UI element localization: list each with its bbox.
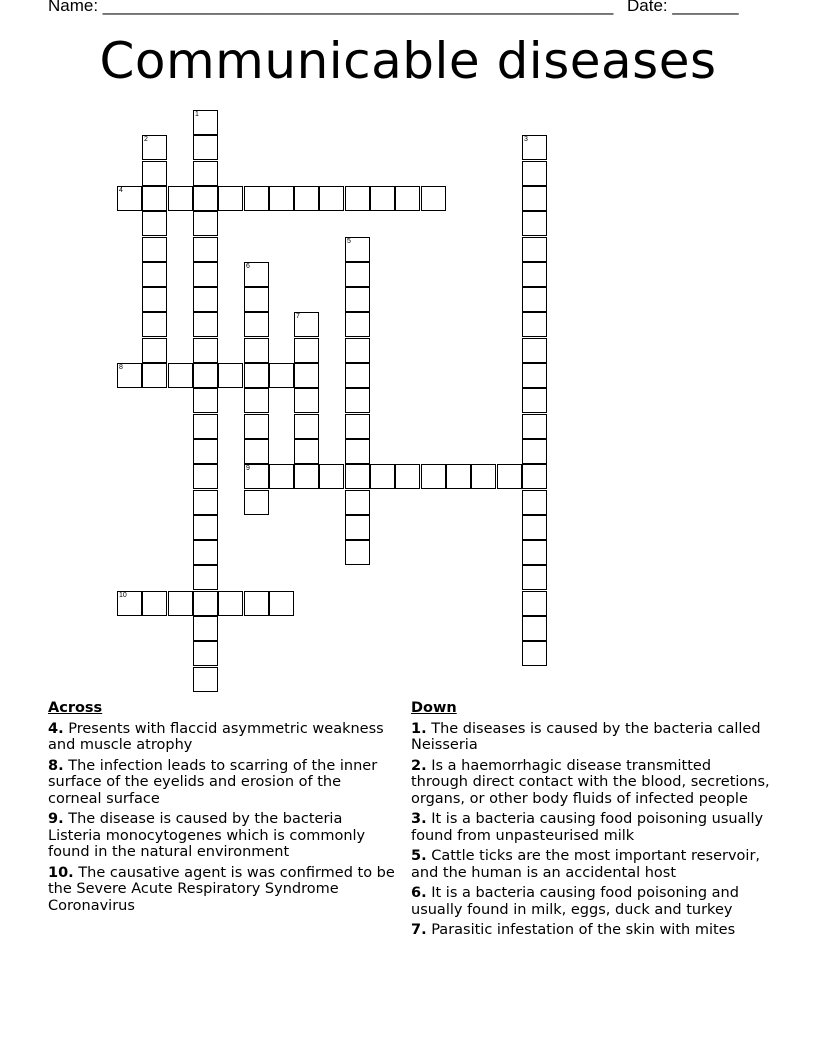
crossword-cell[interactable] [522, 490, 547, 515]
cell-number: 7 [296, 313, 300, 320]
clue-number: 8. [48, 757, 64, 774]
crossword-cell[interactable] [193, 312, 218, 337]
clue-down-6 [411, 885, 771, 918]
clue-text: The disease is caused by the bacteria Listeria monocytogenes which is commonly found in the natural environment [48, 811, 366, 860]
crossword-cell[interactable] [142, 211, 167, 236]
crossword-cell[interactable] [117, 591, 142, 616]
cell-number: 6 [246, 263, 250, 270]
clue-number: 4. [48, 720, 64, 737]
crossword-cell[interactable] [370, 186, 395, 211]
crossword-cell[interactable] [168, 591, 193, 616]
crossword-cell[interactable] [345, 490, 370, 515]
crossword-cell[interactable] [218, 363, 243, 388]
crossword-cell[interactable] [193, 338, 218, 363]
crossword-cell[interactable] [522, 312, 547, 337]
clue-across-9 [48, 811, 398, 861]
crossword-cell[interactable] [345, 237, 370, 262]
crossword-cell[interactable] [345, 287, 370, 312]
across-heading: Across [48, 700, 103, 716]
crossword-cell[interactable] [522, 186, 547, 211]
crossword-cell[interactable] [193, 565, 218, 590]
across-clues [48, 700, 398, 918]
clue-text: The diseases is caused by the bacteria called Neisseria [411, 720, 761, 753]
crossword-cell[interactable] [244, 388, 269, 413]
crossword-cell[interactable] [294, 388, 319, 413]
crossword-cell[interactable] [345, 515, 370, 540]
crossword-cell[interactable] [345, 262, 370, 287]
crossword-cell[interactable] [421, 464, 446, 489]
name-field-label: Name: ______________________________________________________ [48, 0, 614, 15]
crossword-cell[interactable] [522, 414, 547, 439]
crossword-cell[interactable] [193, 591, 218, 616]
crossword-cell[interactable] [193, 363, 218, 388]
crossword-cell[interactable] [117, 363, 142, 388]
crossword-cell[interactable] [244, 338, 269, 363]
crossword-cell[interactable] [244, 262, 269, 287]
crossword-cell[interactable] [522, 135, 547, 160]
clue-across-8 [48, 758, 398, 808]
crossword-cell[interactable] [522, 287, 547, 312]
crossword-cell[interactable] [244, 287, 269, 312]
crossword-cell[interactable] [193, 388, 218, 413]
crossword-cell[interactable] [345, 464, 370, 489]
crossword-cell[interactable] [193, 439, 218, 464]
crossword-cell[interactable] [244, 464, 269, 489]
crossword-cell[interactable] [218, 186, 243, 211]
crossword-cell[interactable] [446, 464, 471, 489]
crossword-cell[interactable] [193, 540, 218, 565]
down-heading: Down [411, 700, 457, 716]
crossword-cell[interactable] [193, 110, 218, 135]
crossword-cell[interactable] [269, 363, 294, 388]
crossword-cell[interactable] [294, 363, 319, 388]
crossword-cell[interactable] [193, 616, 218, 641]
crossword-cell[interactable] [395, 186, 420, 211]
clue-number: 2. [411, 757, 427, 774]
cell-number: 3 [524, 136, 528, 143]
crossword-cell[interactable] [244, 591, 269, 616]
crossword-cell[interactable] [193, 135, 218, 160]
crossword-cell[interactable] [370, 464, 395, 489]
crossword-cell[interactable] [497, 464, 522, 489]
crossword-cell[interactable] [522, 161, 547, 186]
cell-number: 1 [195, 111, 199, 118]
crossword-cell[interactable] [193, 464, 218, 489]
crossword-cell[interactable] [345, 186, 370, 211]
crossword-cell[interactable] [522, 565, 547, 590]
crossword-cell[interactable] [142, 161, 167, 186]
crossword-cell[interactable] [142, 312, 167, 337]
crossword-cell[interactable] [244, 490, 269, 515]
crossword-cell[interactable] [168, 186, 193, 211]
crossword-cell[interactable] [345, 414, 370, 439]
crossword-cell[interactable] [193, 186, 218, 211]
crossword-cell[interactable] [345, 338, 370, 363]
crossword-cell[interactable] [294, 338, 319, 363]
crossword-cell[interactable] [319, 186, 344, 211]
crossword-cell[interactable] [345, 363, 370, 388]
crossword-cell[interactable] [244, 363, 269, 388]
crossword-cell[interactable] [471, 464, 496, 489]
clue-down-7 [411, 922, 771, 939]
crossword-cell[interactable] [522, 211, 547, 236]
crossword-cell[interactable] [193, 161, 218, 186]
crossword-cell[interactable] [294, 464, 319, 489]
clue-number: 5. [411, 848, 427, 864]
clue-text: The infection leads to scarring of the inner surface of the eyelids and erosion of the corneal surface [48, 757, 378, 807]
page-title: Communicable diseases [99, 32, 717, 90]
crossword-cell[interactable] [294, 312, 319, 337]
down-clues [411, 700, 771, 943]
crossword-cell[interactable] [294, 439, 319, 464]
crossword-cell[interactable] [193, 490, 218, 515]
crossword-cell[interactable] [142, 287, 167, 312]
cell-number: 5 [347, 238, 351, 245]
crossword-cell[interactable] [294, 414, 319, 439]
clue-down-2 [411, 758, 771, 808]
crossword-cell[interactable] [193, 641, 218, 666]
crossword-cell[interactable] [244, 414, 269, 439]
crossword-cell[interactable] [117, 186, 142, 211]
cell-number: 10 [119, 592, 127, 599]
crossword-cell[interactable] [522, 464, 547, 489]
crossword-cell[interactable] [522, 591, 547, 616]
crossword-cell[interactable] [522, 388, 547, 413]
crossword-cell[interactable] [522, 641, 547, 666]
clue-text: Is a haemorrhagic disease transmitted through direct contact with the blood, secretions, organs, or other body fluids of infected people [411, 757, 770, 807]
clue-text: Cattle ticks are the most important reservoir, and the human is an accidental host [411, 848, 761, 881]
crossword-cell[interactable] [522, 262, 547, 287]
crossword-cell[interactable] [218, 591, 243, 616]
crossword-cell[interactable] [269, 591, 294, 616]
clue-number: 9. [48, 811, 64, 827]
crossword-cell[interactable] [142, 135, 167, 160]
clue-down-3 [411, 811, 771, 844]
crossword-cell[interactable] [142, 363, 167, 388]
clue-number: 10. [48, 864, 74, 881]
crossword-cell[interactable] [522, 237, 547, 262]
crossword-cell[interactable] [395, 464, 420, 489]
crossword-cell[interactable] [522, 439, 547, 464]
crossword-cell[interactable] [193, 262, 218, 287]
crossword-cell[interactable] [193, 515, 218, 540]
clue-down-1 [411, 721, 771, 754]
crossword-cell[interactable] [142, 591, 167, 616]
crossword-cell[interactable] [244, 312, 269, 337]
crossword-cell[interactable] [168, 363, 193, 388]
crossword-cell[interactable] [522, 363, 547, 388]
crossword-cell[interactable] [345, 388, 370, 413]
clue-number: 6. [411, 885, 427, 901]
clue-down-5 [411, 848, 771, 881]
crossword-cell[interactable] [142, 262, 167, 287]
crossword-cell[interactable] [142, 237, 167, 262]
crossword-cell[interactable] [345, 540, 370, 565]
cell-number: 9 [246, 465, 250, 472]
crossword-cell[interactable] [319, 464, 344, 489]
crossword-cell[interactable] [193, 211, 218, 236]
crossword-cell[interactable] [345, 312, 370, 337]
crossword-cell[interactable] [522, 616, 547, 641]
crossword-cell[interactable] [421, 186, 446, 211]
cell-number: 2 [144, 136, 148, 143]
crossword-cell[interactable] [345, 439, 370, 464]
clue-text: The causative agent is was confirmed to be the Severe Acute Respiratory Syndrome Coronavirus [48, 864, 395, 914]
crossword-cell[interactable] [193, 237, 218, 262]
clue-number: 1. [411, 720, 427, 737]
clue-across-10 [48, 865, 398, 915]
crossword-cell[interactable] [269, 186, 294, 211]
crossword-cell[interactable] [522, 540, 547, 565]
clue-across-4 [48, 721, 398, 754]
crossword-cell[interactable] [522, 338, 547, 363]
cell-number: 4 [119, 187, 123, 194]
crossword-cell[interactable] [142, 186, 167, 211]
crossword-cell[interactable] [142, 338, 167, 363]
crossword-cell[interactable] [193, 414, 218, 439]
crossword-cell[interactable] [193, 667, 218, 692]
clue-text: Parasitic infestation of the skin with mites [431, 922, 736, 938]
clue-text: Presents with flaccid asymmetric weakness and muscle atrophy [48, 720, 384, 753]
crossword-cell[interactable] [522, 515, 547, 540]
clue-number: 3. [411, 811, 427, 827]
date-field-label: Date: _______ [627, 0, 739, 15]
clue-text: It is a bacteria causing food poisoning usually found from unpasteurised milk [411, 811, 764, 844]
crossword-cell[interactable] [269, 464, 294, 489]
crossword-cell[interactable] [294, 186, 319, 211]
crossword-cell[interactable] [244, 439, 269, 464]
crossword-cell[interactable] [244, 186, 269, 211]
clue-text: It is a bacteria causing food poisoning and usually found in milk, eggs, duck and turkey [411, 885, 739, 918]
crossword-cell[interactable] [193, 287, 218, 312]
cell-number: 8 [119, 364, 123, 371]
clue-number: 7. [411, 922, 427, 938]
